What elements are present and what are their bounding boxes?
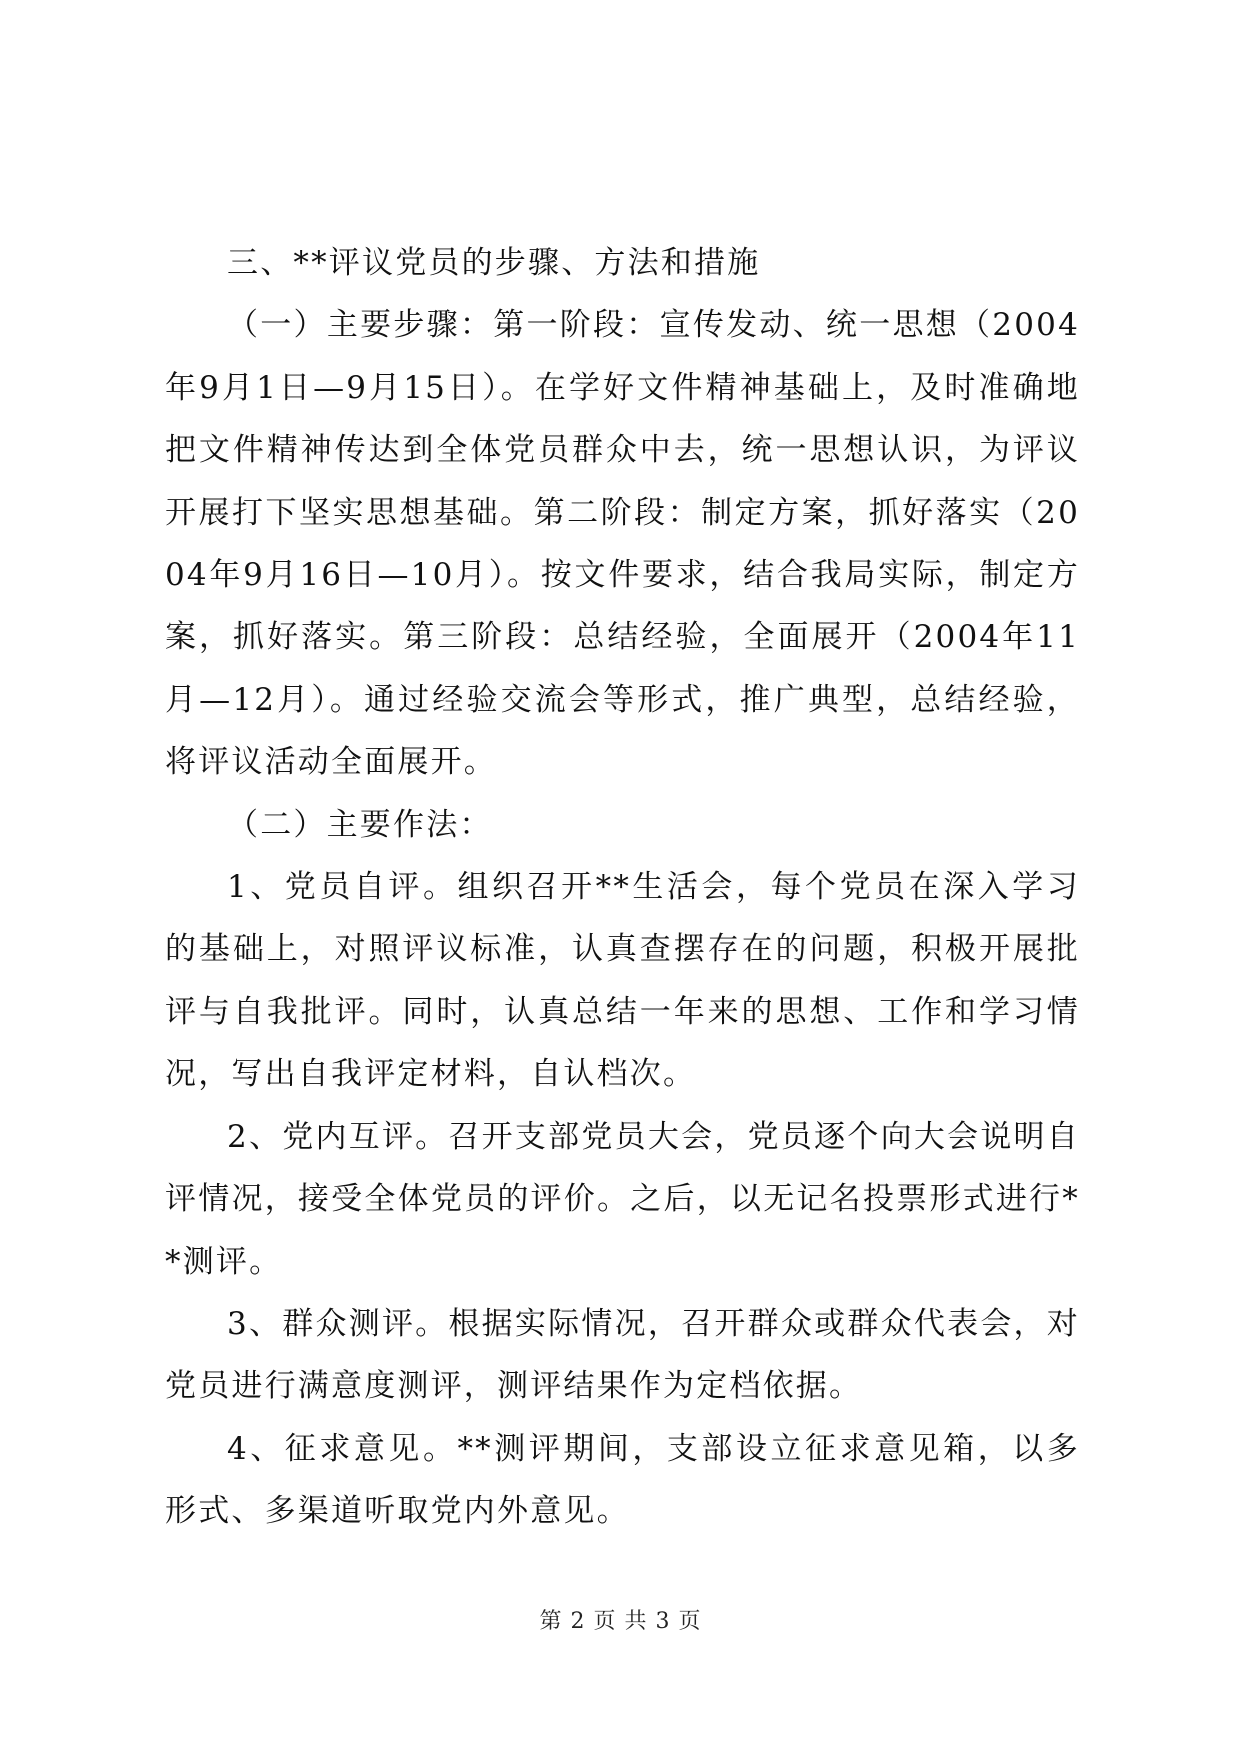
page-number-footer: 第 2 页 共 3 页 bbox=[539, 1609, 702, 1634]
paragraph-solicit-opinions: 4、征求意见。**测评期间，支部设立征求意见箱，以多形式、多渠道听取党内外意见。 bbox=[165, 1430, 1080, 1530]
section-heading: 三、**评议党员的步骤、方法和措施 bbox=[227, 245, 761, 281]
paragraph-public-evaluation: 3、群众测评。根据实际情况，召开群众或群众代表会，对党员进行满意度测评，测评结果作为定档依据。 bbox=[165, 1305, 1080, 1405]
paragraph-main-steps: （一）主要步骤：第一阶段：宣传发动、统一思想（2004年9月1日—9月15日）。在学好文件精神基础上，及时准确地把文件精神传达到全体党员群众中去，统一思想认识，为评议开展打下坚实思想基础。第二阶段：制定方案，抓好落实（2004年9月16日—10月）。按文件要求，结合我局实际，制定方案，抓好落实。第三阶段：总结经验，全面展开（2004年11月—12月）。通过经验交流会等形式，推广典型，总结经验，将评议活动全面展开。 bbox=[165, 307, 1080, 781]
subheading-main-methods: （二）主要作法： bbox=[227, 806, 493, 843]
paragraph-self-evaluation: 1、党员自评。组织召开**生活会，每个党员在深入学习的基础上，对照评议标准，认真查摆存在的问题，积极开展批评与自我批评。同时，认真总结一年来的思想、工作和学习情况，写出自我评定材料，自认档次。 bbox=[165, 869, 1080, 1093]
paragraph-peer-evaluation: 2、党内互评。召开支部党员大会，党员逐个向大会说明自评情况，接受全体党员的评价。之后，以无记名投票形式进行**测评。 bbox=[165, 1118, 1080, 1280]
document-body bbox=[165, 232, 1080, 1543]
